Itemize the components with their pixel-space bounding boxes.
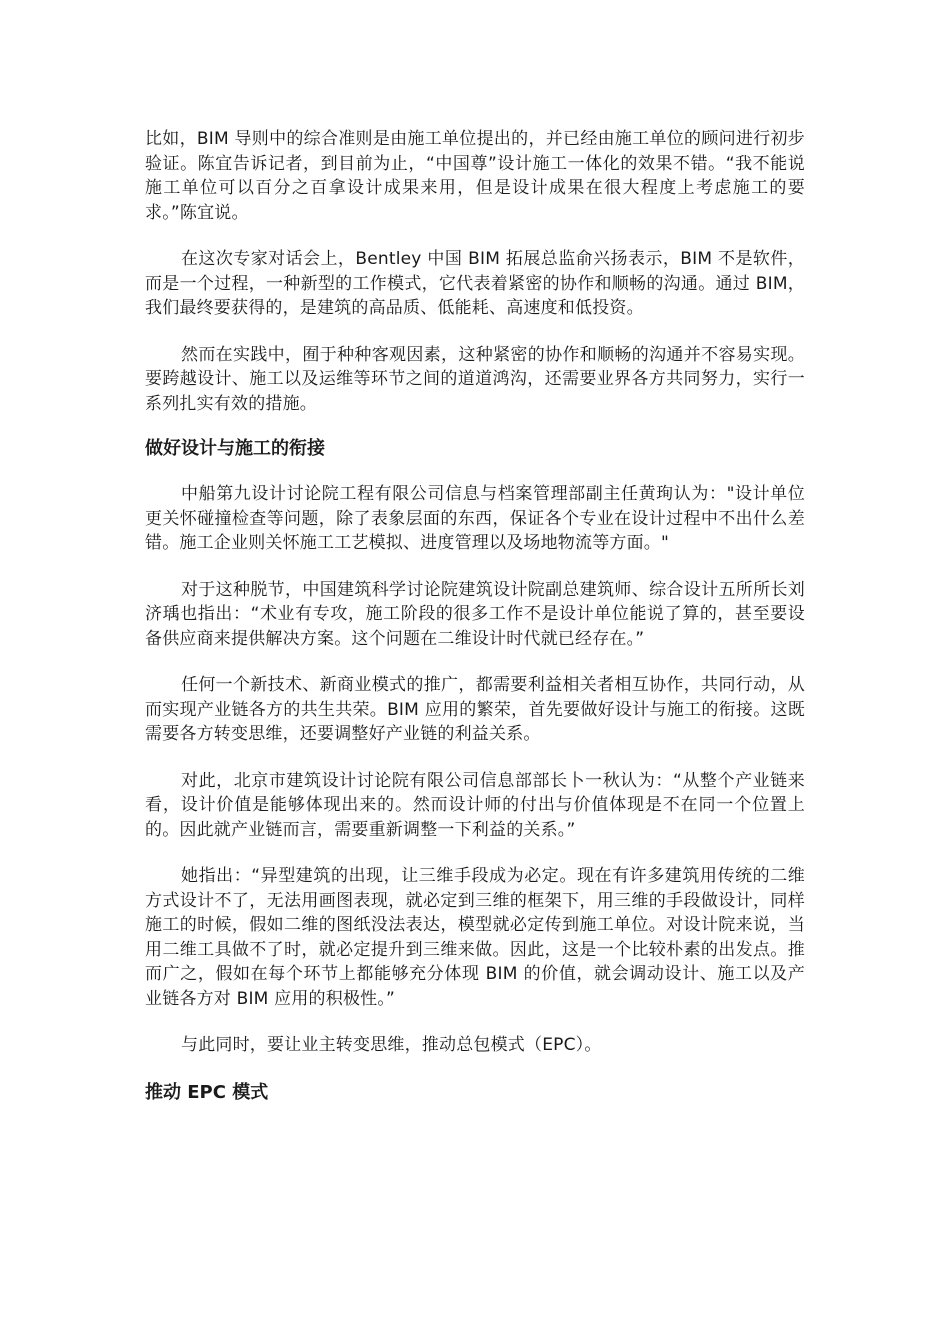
paragraph-bu-yiqiu: 对此，北京市建筑设计讨论院有限公司信息部部长卜一秋认为：“从整个产业链来看，设计价值是能够体现出来的。然而设计师的付出与价值体现是不在同一个位置上的。因此就产业链而言，需要重新调整一下利益的关系。” [145, 770, 805, 840]
paragraph-liu-jiyu: 对于这种脱节，中国建筑科学讨论院建筑设计院副总建筑师、综合设计五所所长刘济瑀也指出：“术业有专攻，施工阶段的很多工作不是设计单位能说了算的，甚至要设备供应商来提供解决方案。这个问题在二维设计时代就已经存在。” [145, 579, 805, 649]
paragraph-new-technology: 任何一个新技术、新商业模式的推广，都需要利益相关者相互协作，共同行动，从而实现产业链各方的共生共荣。BIM 应用的繁荣，首先要做好设计与施工的衔接。这既需要各方转变思维，还要调整好产业链的利益关系。 [145, 675, 805, 744]
document-page [145, 127, 805, 1106]
paragraph-huang-xun: 中船第九设计讨论院工程有限公司信息与档案管理部副主任黄珣认为："设计单位更关怀碰撞检查等问题，除了表象层面的东西，保证各个专业在设计过程中不出什么差错。施工企业则关怀施工工艺模拟、进度管理以及场地物流等方面。" [145, 484, 805, 553]
paragraph-epc-intro: 与此同时，要让业主转变思维，推动总包模式（EPC）。 [181, 1035, 602, 1055]
paragraph-bim-guideline: 比如，BIM 导则中的综合准则是由施工单位提出的，并已经由施工单位的顾问进行初步验证。陈宜告诉记者，到目前为止，“中国尊”设计施工一体化的效果不错。“我不能说施工单位可以百分之百拿设计成果来用，但是设计成果在很大程度上考虑施工的要求。”陈宜说。 [145, 129, 805, 223]
section-heading-design-construction: 做好设计与施工的衔接 [145, 438, 325, 459]
section-heading-epc: 推动 EPC 模式 [145, 1081, 269, 1103]
paragraph-bentley-statement: 在这次专家对话会上，Bentley 中国 BIM 拓展总监俞兴扬表示，BIM 不是软件，而是一个过程，一种新型的工作模式，它代表着紧密的协作和顺畅的沟通。通过 BIM，我们最终要获得的，是建筑的高品质、低能耗、高速度和低投资。 [145, 249, 805, 318]
paragraph-she-points-out: 她指出：“异型建筑的出现，让三维手段成为必定。现在有许多建筑用传统的二维方式设计不了，无法用画图表现，就必定到三维的框架下，用三维的手段做设计，同样施工的时候，假如二维的图纸没法表达，模型就必定传到施工单位。对设计院来说，当用二维工具做不了时，就必定提升到三维来做。因此，这是一个比较朴素的出发点。推而广之，假如在每个环节上都能够充分体现 BIM 的价值，就会调动设计、施工以及产业链各方对 BIM 应用的积极性。” [145, 866, 805, 1009]
paragraph-practice-challenges: 然而在实践中，囿于种种客观因素，这种紧密的协作和顺畅的沟通并不容易实现。要跨越设计、施工以及运维等环节之间的道道鸿沟，还需要业界各方共同努力，实行一系列扎实有效的措施。 [145, 344, 805, 414]
